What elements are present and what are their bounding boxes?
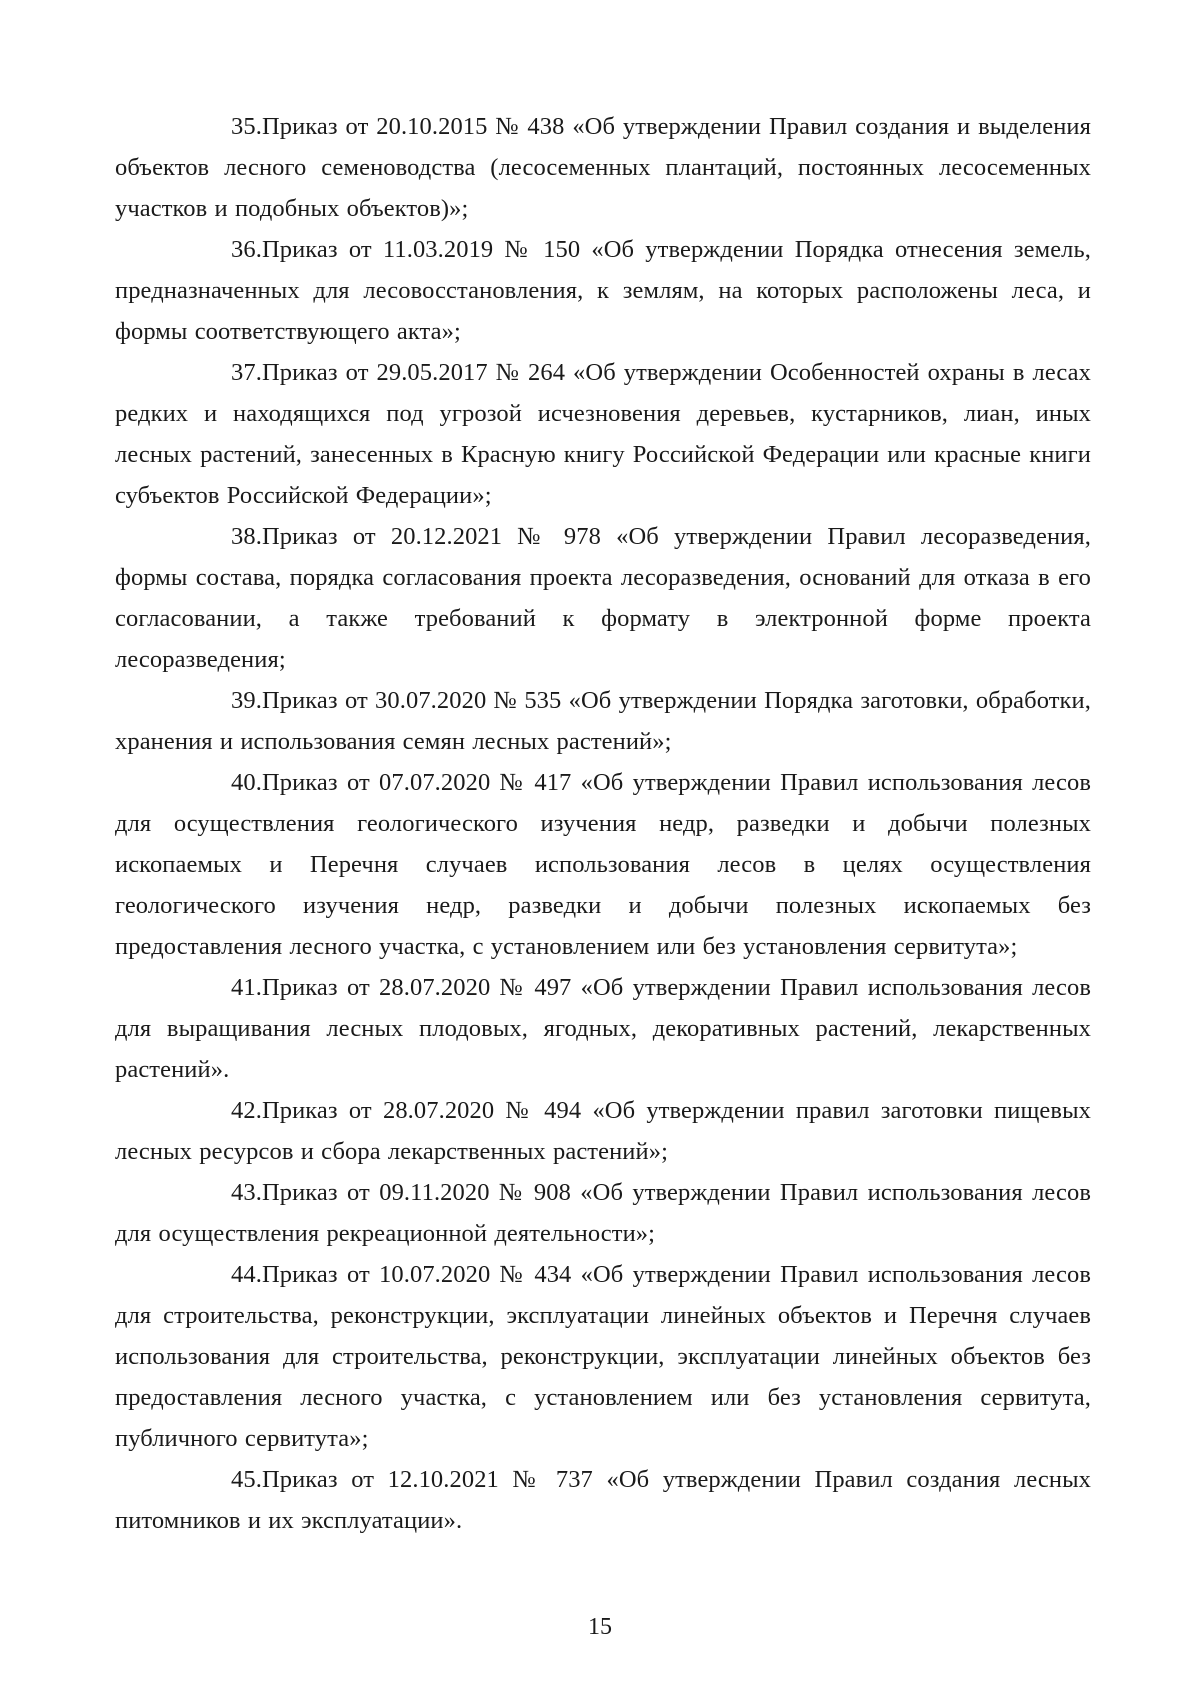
item-number: 37. — [231, 359, 262, 386]
item-number: 45. — [231, 1466, 262, 1493]
list-item — [115, 1090, 1091, 1172]
list-item — [115, 1172, 1091, 1254]
item-text: Приказ от 09.11.2020 № 908 «Об утверждении Правил использования лесов для осуществления рекреационной деятельности»; — [115, 1179, 1091, 1247]
item-text: Приказ от 10.07.2020 № 434 «Об утверждении Правил использования лесов для строительства, реконструкции, эксплуатации линейных объектов и Перечня случаев использования для строительства, реконструкции, эксплуатации линейных объектов без предоставления лесного участка, с установлением или без установления сервитута, публичного сервитута»; — [115, 1261, 1091, 1452]
list-item — [115, 352, 1091, 516]
item-number: 43. — [231, 1179, 262, 1206]
item-number: 41. — [231, 974, 262, 1001]
item-text: Приказ от 29.05.2017 № 264 «Об утверждении Особенностей охраны в лесах редких и находящихся под угрозой исчезновения деревьев, кустарников, лиан, иных лесных растений, занесенных в Красную книгу Российской Федерации или красные книги субъектов Российской Федерации»; — [115, 359, 1091, 509]
list-item — [115, 106, 1091, 229]
list-item — [115, 967, 1091, 1090]
list-item — [115, 229, 1091, 352]
item-number: 38. — [231, 523, 262, 550]
list-item — [115, 1254, 1091, 1459]
item-text: Приказ от 28.07.2020 № 494 «Об утверждении правил заготовки пищевых лесных ресурсов и сбора лекарственных растений»; — [115, 1097, 1091, 1165]
list-item — [115, 1459, 1091, 1541]
item-number: 42. — [231, 1097, 262, 1124]
list-item — [115, 762, 1091, 967]
document-body — [115, 106, 1091, 1541]
item-number: 39. — [231, 687, 262, 714]
list-item — [115, 680, 1091, 762]
item-number: 36. — [231, 236, 262, 263]
item-text: Приказ от 30.07.2020 № 535 «Об утверждении Порядка заготовки, обработки, хранения и использования семян лесных растений»; — [115, 687, 1091, 755]
item-number: 40. — [231, 769, 262, 796]
item-text: Приказ от 20.10.2015 № 438 «Об утверждении Правил создания и выделения объектов лесного семеноводства (лесосеменных плантаций, постоянных лесосеменных участков и подобных объектов)»; — [115, 113, 1091, 222]
item-text: Приказ от 20.12.2021 № 978 «Об утверждении Правил лесоразведения, формы состава, порядка согласования проекта лесоразведения, оснований для отказа в его согласовании, а также требований к формату в электронной форме проекта лесоразведения; — [115, 523, 1091, 673]
item-text: Приказ от 07.07.2020 № 417 «Об утверждении Правил использования лесов для осуществления геологического изучения недр, разведки и добычи полезных ископаемых и Перечня случаев использования лесов в целях осуществления геологического изучения недр, разведки и добычи полезных ископаемых без предоставления лесного участка, с установлением или без установления сервитута»; — [115, 769, 1091, 960]
item-text: Приказ от 12.10.2021 № 737 «Об утверждении Правил создания лесных питомников и их эксплуатации». — [115, 1466, 1091, 1534]
item-number: 44. — [231, 1261, 262, 1288]
list-item — [115, 516, 1091, 680]
page-number: 15 — [588, 1614, 612, 1640]
item-number: 35. — [231, 113, 262, 140]
item-text: Приказ от 11.03.2019 № 150 «Об утверждении Порядка отнесения земель, предназначенных для лесовосстановления, к землям, на которых расположены леса, и формы соответствующего акта»; — [115, 236, 1091, 345]
item-text: Приказ от 28.07.2020 № 497 «Об утверждении Правил использования лесов для выращивания лесных плодовых, ягодных, декоративных растений, лекарственных растений». — [115, 974, 1091, 1083]
